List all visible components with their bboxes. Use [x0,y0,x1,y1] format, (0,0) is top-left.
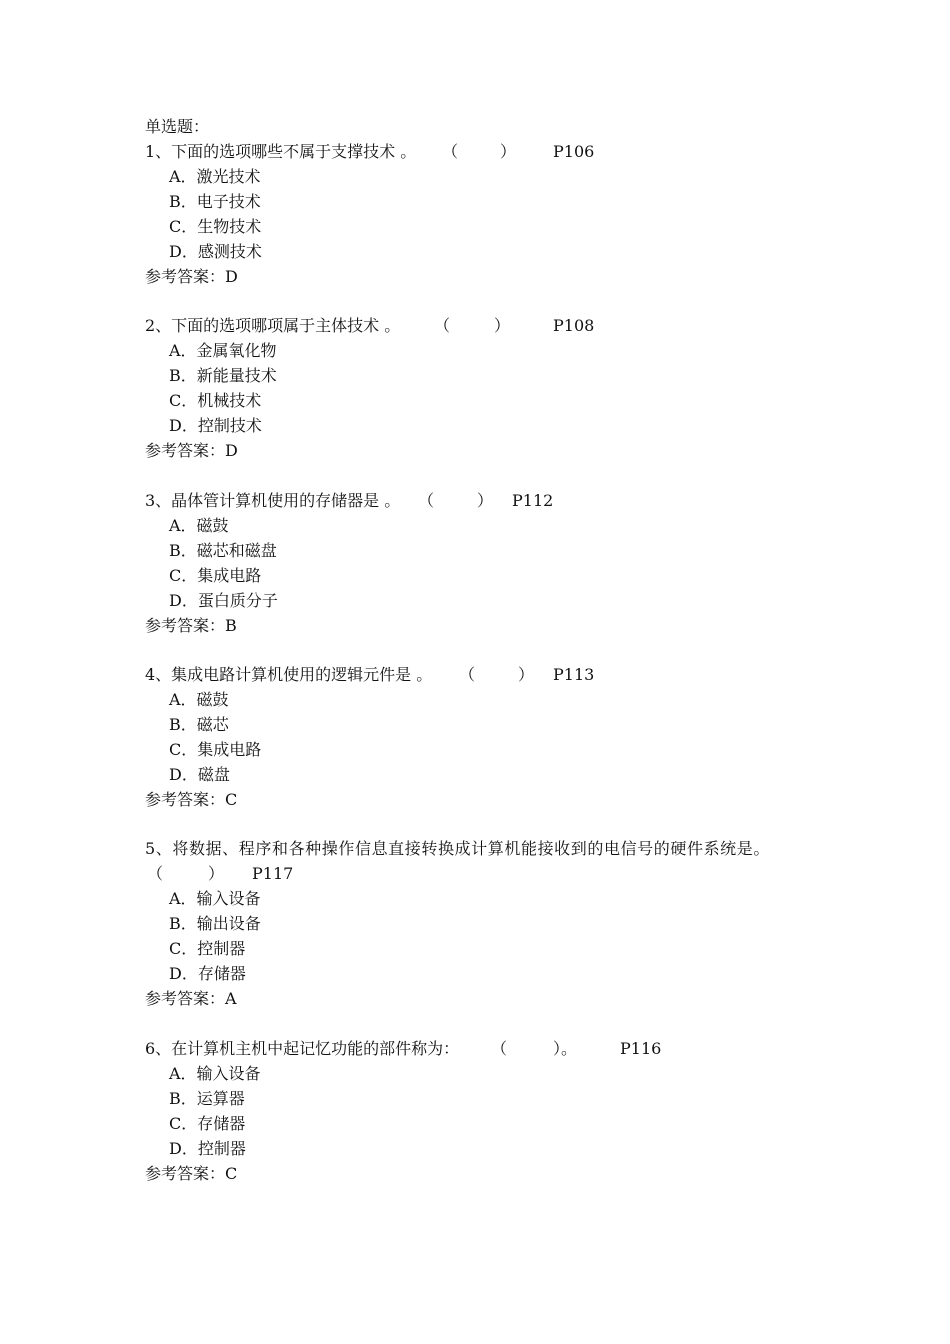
option-d: D．蛋白质分子 [169,591,278,610]
option-b: B．电子技术 [169,192,261,211]
page-reference: P113 [553,665,595,684]
option-d: D．存储器 [169,964,246,983]
reference-answer: 参考答案：C [145,790,238,809]
question-stem: 2、下面的选项哪项属于主体技术 。 [145,316,401,335]
option-b: B．运算器 [169,1089,245,1108]
option-a: A．磁鼓 [169,690,229,709]
question-stem: 4、集成电路计算机使用的逻辑元件是 。 [145,665,433,684]
page-reference: P112 [512,491,554,510]
option-b: B．磁芯 [169,715,229,734]
reference-answer: 参考答案：B [145,616,237,635]
answer-paren-open: （ [491,1039,508,1058]
answer-paren-open: （ [147,864,164,883]
answer-paren-open: （ [459,665,476,684]
option-d: D．控制器 [169,1139,246,1158]
question-stem: 6、在计算机主机中起记忆功能的部件称为： [145,1039,460,1058]
question-stem: 5、将数据、程序和各种操作信息直接转换成计算机能接收到的电信号的硬件系统是。 [145,839,770,858]
option-d: D．感测技术 [169,242,262,261]
option-a: A．金属氧化物 [169,341,277,360]
option-d: D．磁盘 [169,765,230,784]
page-reference: P117 [252,864,294,883]
answer-paren-close: ） [477,491,494,510]
answer-paren-close: ） [500,142,517,161]
answer-paren-close: ）。 [553,1039,578,1058]
page-reference: P116 [620,1039,662,1058]
option-b: B．新能量技术 [169,366,277,385]
answer-paren-close: ） [208,864,225,883]
option-c: C．生物技术 [169,217,262,236]
option-d: D．控制技术 [169,416,262,435]
answer-paren-open: （ [418,491,435,510]
option-c: C．机械技术 [169,391,262,410]
option-c: C．集成电路 [169,566,262,585]
question-stem: 3、晶体管计算机使用的存储器是 。 [145,491,401,510]
option-b: B．输出设备 [169,914,261,933]
option-c: C．存储器 [169,1114,246,1133]
reference-answer: 参考答案：D [145,267,238,286]
option-b: B．磁芯和磁盘 [169,541,277,560]
option-a: A．输入设备 [169,889,261,908]
option-c: C．控制器 [169,939,246,958]
question-stem: 1、下面的选项哪些不属于支撑技术 。 [145,142,417,161]
section-title: 单选题： [145,117,210,136]
answer-paren-open: （ [434,316,451,335]
option-c: C．集成电路 [169,740,262,759]
option-a: A．激光技术 [169,167,261,186]
option-a: A．磁鼓 [169,516,229,535]
option-a: A．输入设备 [169,1064,261,1083]
reference-answer: 参考答案：D [145,441,238,460]
reference-answer: 参考答案：A [145,989,237,1008]
answer-paren-close: ） [518,665,535,684]
page-reference: P108 [553,316,595,335]
page-reference: P106 [553,142,595,161]
answer-paren-open: （ [442,142,459,161]
answer-paren-close: ） [494,316,511,335]
reference-answer: 参考答案：C [145,1164,238,1183]
